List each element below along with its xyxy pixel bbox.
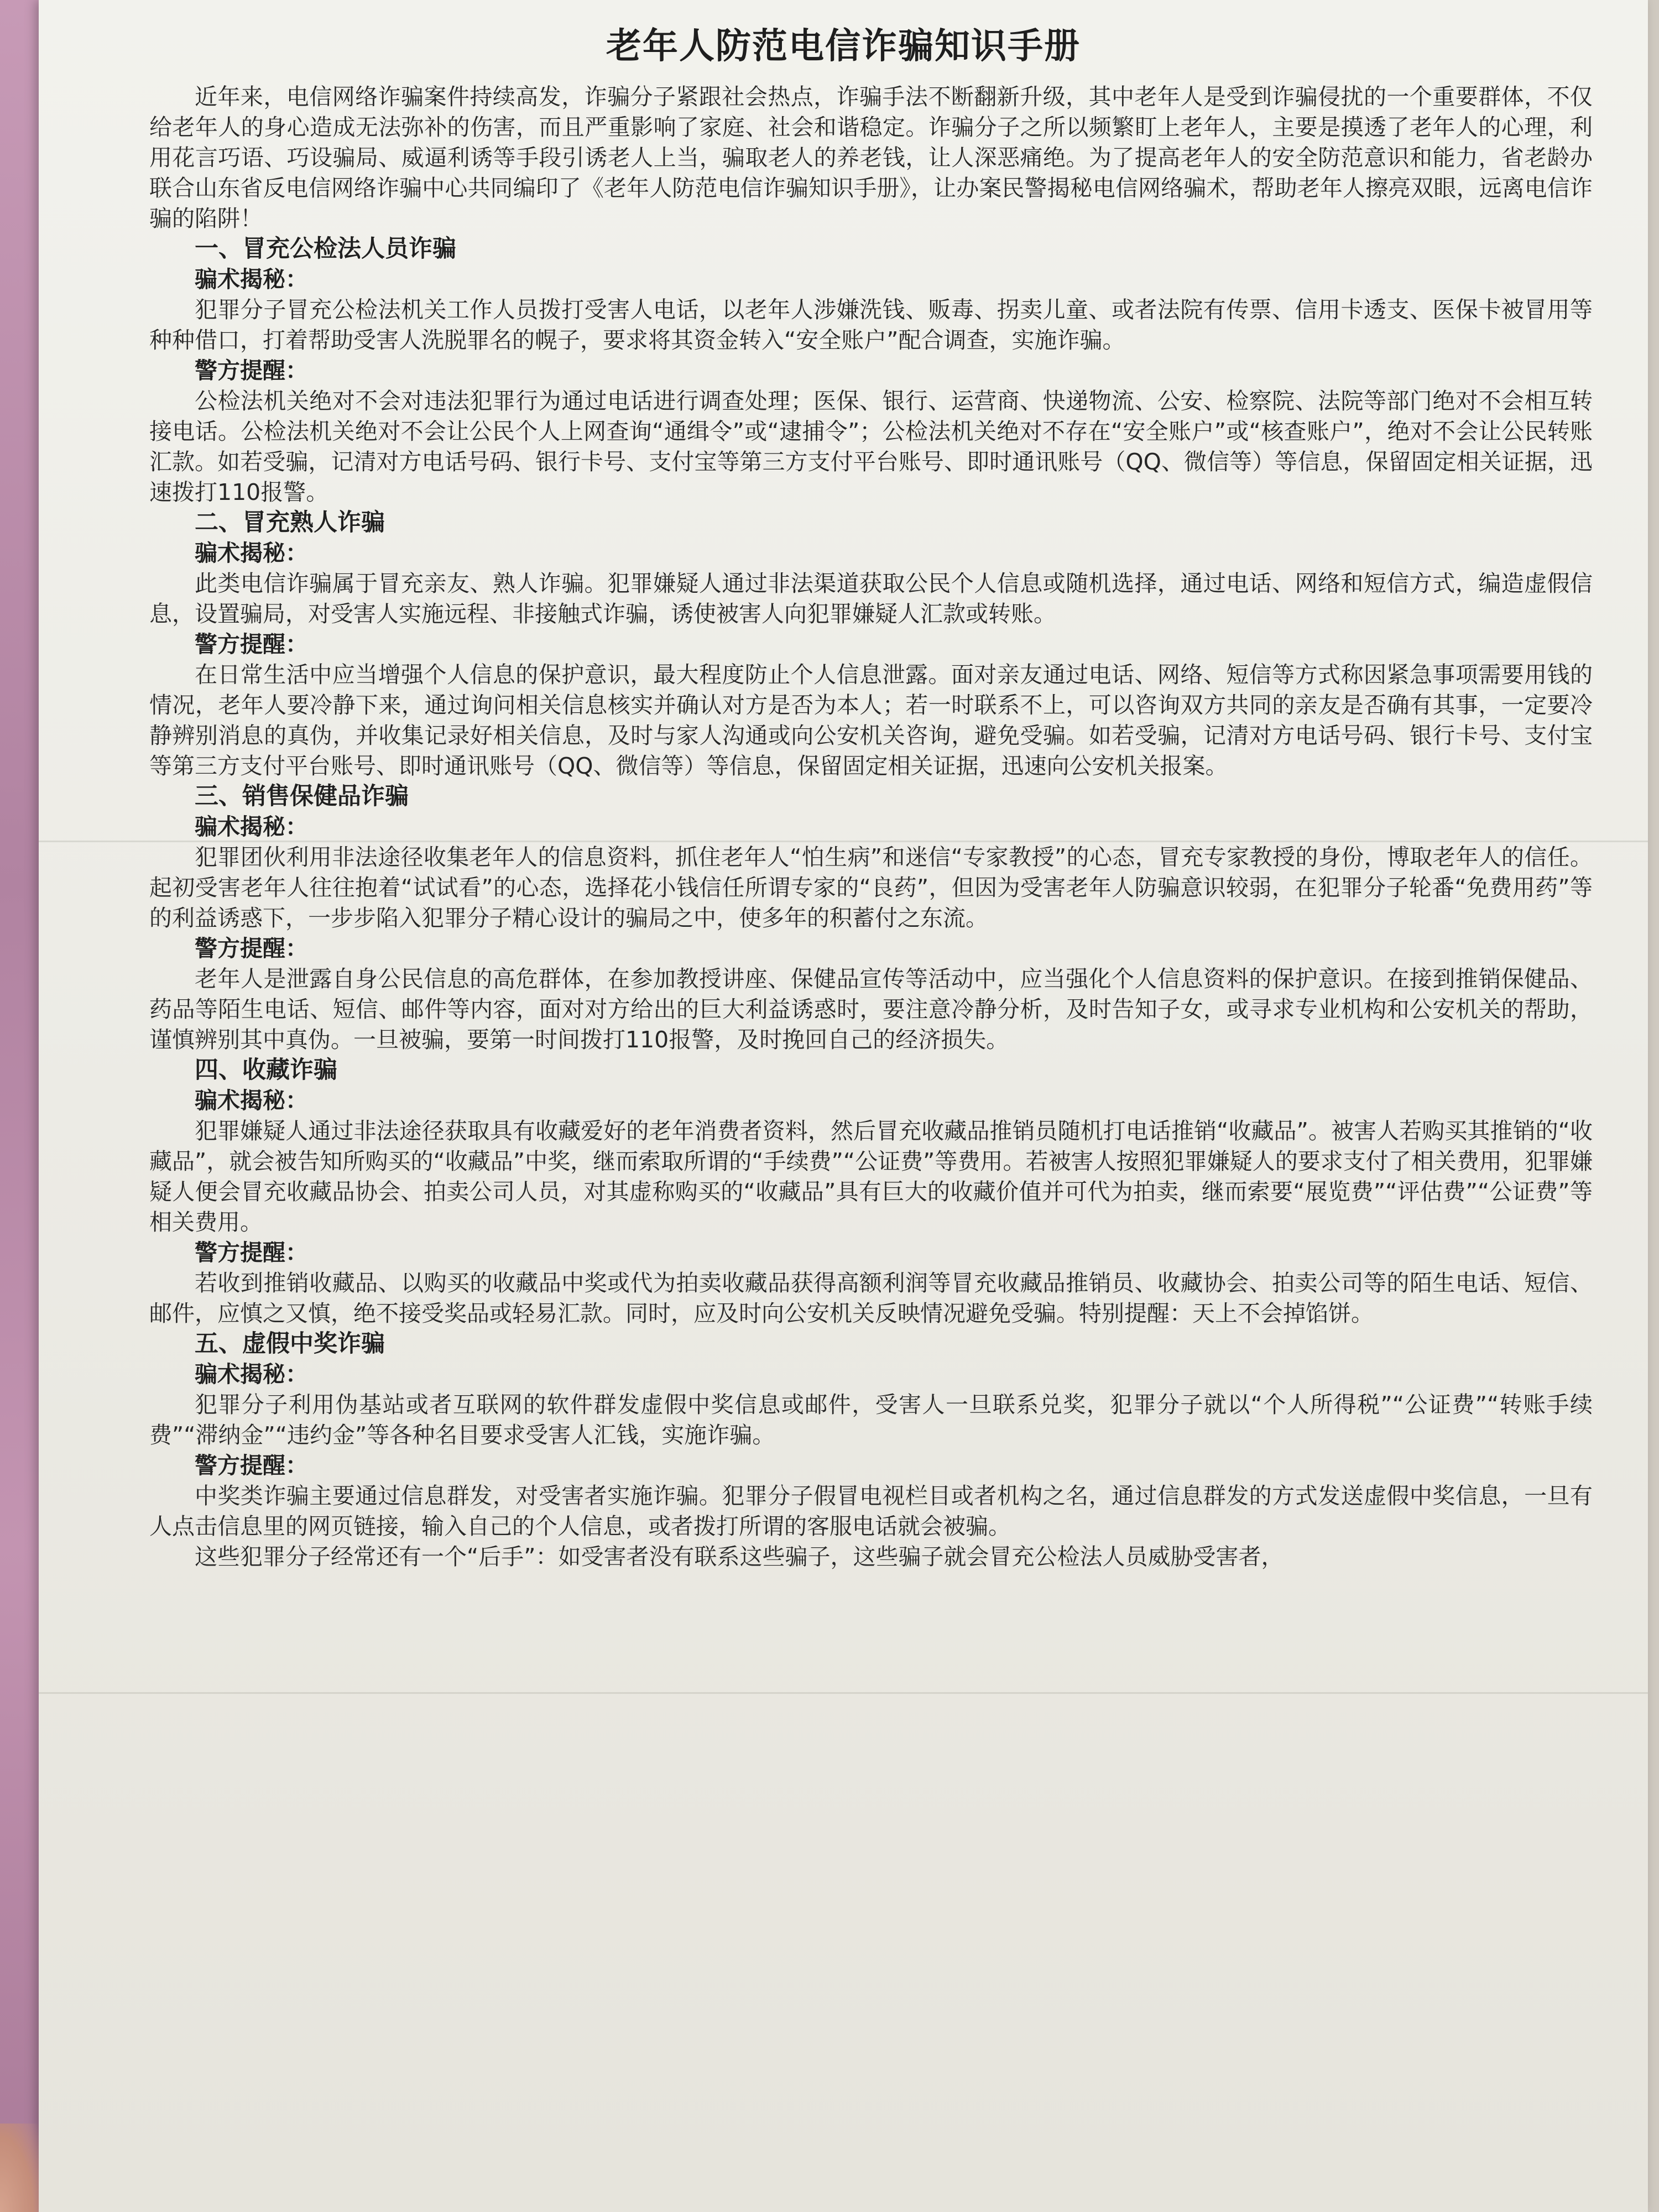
- reveal-paragraph: 犯罪团伙利用非法途径收集老年人的信息资料，抓住老年人“怕生病”和迷信“专家教授”的心态，冒充专家教授的身份，博取老年人的信任。起初受害老年人往往抱着“试试看”的心态，选择花小钱信任所谓专家的“良药”，但因为受害老年人防骗意识较弱，在犯罪分子轮番“免费用药”等的利益诱惑下，一步步陷入犯罪分子精心设计的骗局之中，使多年的积蓄付之东流。: [149, 844, 1593, 931]
- section-heading: 一、冒充公检法人员诈骗: [195, 235, 456, 263]
- warning-label: 警方提醒：: [195, 935, 308, 962]
- finger-holding-page: [0, 2124, 39, 2212]
- document-body: [149, 82, 1593, 1572]
- section-heading: 二、冒充熟人诈骗: [195, 509, 385, 536]
- reveal-label: 骗术揭秘：: [195, 1361, 308, 1387]
- section-heading: 四、收藏诈骗: [195, 1056, 337, 1084]
- reveal-label: 骗术揭秘：: [195, 1087, 308, 1114]
- reveal-label: 骗术揭秘：: [195, 266, 308, 293]
- warning-paragraph: 在日常生活中应当增强个人信息的保护意识，最大程度防止个人信息泄露。面对亲友通过电话、网络、短信等方式称因紧急事项需要用钱的情况，老年人要冷静下来，通过询问相关信息核实并确认对方是否为本人；若一时联系不上，可以咨询双方共同的亲友是否确有其事，一定要冷静辨别消息的真伪，并收集记录好相关信息，及时与家人沟通或向公安机关咨询，避免受骗。如若受骗，记清对方电话号码、银行卡号、支付宝等第三方支付平台账号、即时通讯账号（QQ、微信等）等信息，保留固定相关证据，迅速向公安机关报案。: [149, 661, 1593, 779]
- reveal-paragraph: 犯罪分子利用伪基站或者互联网的软件群发虚假中奖信息或邮件，受害人一旦联系兑奖，犯罪分子就以“个人所得税”“公证费”“转账手续费”“滞纳金”“违约金”等各种名目要求受害人汇钱，实施诈骗。: [149, 1391, 1593, 1448]
- reveal-label: 骗术揭秘：: [195, 813, 308, 840]
- paper-fold-line: [39, 1692, 1648, 1694]
- document-title: 老年人防范电信诈骗知识手册: [606, 26, 1081, 67]
- warning-label: 警方提醒：: [195, 631, 308, 658]
- reveal-paragraph: 犯罪嫌疑人通过非法途径获取具有收藏爱好的老年消费者资料，然后冒充收藏品推销员随机打电话推销“收藏品”。被害人若购买其推销的“收藏品”，就会被告知所购买的“收藏品”中奖，继而索取所谓的“手续费”“公证费”等费用。若被害人按照犯罪嫌疑人的要求支付了相关费用，犯罪嫌疑人便会冒充收藏品协会、拍卖公司人员，对其虚称购买的“收藏品”具有巨大的收藏价值并可代为拍卖，继而索要“展览费”“评估费”“公证费”等相关费用。: [149, 1118, 1593, 1235]
- warning-paragraph: 若收到推销收藏品、以购买的收藏品中奖或代为拍卖收藏品获得高额利润等冒充收藏品推销员、收藏协会、拍卖公司等的陌生电话、短信、邮件，应慎之又慎，绝不接受奖品或轻易汇款。同时，应及时向公安机关反映情况避免受骗。特别提醒：天上不会掉馅饼。: [149, 1270, 1593, 1327]
- section-heading: 三、销售保健品诈骗: [195, 782, 409, 810]
- warning-paragraph: 老年人是泄露自身公民信息的高危群体，在参加教授讲座、保健品宣传等活动中，应当强化个人信息资料的保护意识。在接到推销保健品、药品等陌生电话、短信、邮件等内容，面对对方给出的巨大利益诱惑时，要注意冷静分析，及时告知子女，或寻求专业机构和公安机关的帮助，谨慎辨别其中真伪。一旦被骗，要第一时间拨打110报警，及时挽回自己的经济损失。: [149, 966, 1593, 1053]
- warning-paragraph: 中奖类诈骗主要通过信息群发，对受害者实施诈骗。犯罪分子假冒电视栏目或者机构之名，通过信息群发的方式发送虚假中奖信息，一旦有人点击信息里的网页链接，输入自己的个人信息，或者拨打所谓的客服电话就会被骗。: [149, 1483, 1593, 1540]
- continuation-paragraph: 这些犯罪分子经常还有一个“后手”：如受害者没有联系这些骗子，这些骗子就会冒充公检法人员威胁受害者，: [195, 1543, 1284, 1570]
- warning-paragraph: 公检法机关绝对不会对违法犯罪行为通过电话进行调查处理；医保、银行、运营商、快递物流、公安、检察院、法院等部门绝对不会相互转接电话。公检法机关绝对不会让公民个人上网查询“通缉令”或“逮捕令”；公检法机关绝对不存在“安全账户”或“核查账户”，绝对不会让公民转账汇款。如若受骗，记清对方电话号码、银行卡号、支付宝等第三方支付平台账号、即时通讯账号（QQ、微信等）等信息，保留固定相关证据，迅速拨打110报警。: [149, 388, 1593, 505]
- warning-label: 警方提醒：: [195, 357, 308, 384]
- paper-sheet: [39, 0, 1648, 2212]
- reveal-label: 骗术揭秘：: [195, 540, 308, 566]
- warning-label: 警方提醒：: [195, 1239, 308, 1266]
- reveal-paragraph: 犯罪分子冒充公检法机关工作人员拨打受害人电话，以老年人涉嫌洗钱、贩毒、拐卖儿童、或者法院有传票、信用卡透支、医保卡被冒用等种种借口，打着帮助受害人洗脱罪名的幌子，要求将其资金转入“安全账户”配合调查，实施诈骗。: [149, 296, 1593, 353]
- section-heading: 五、虚假中奖诈骗: [195, 1330, 385, 1358]
- reveal-paragraph: 此类电信诈骗属于冒充亲友、熟人诈骗。犯罪嫌疑人通过非法渠道获取公民个人信息或随机选择，通过电话、网络和短信方式，编造虚假信息，设置骗局，对受害人实施远程、非接触式诈骗，诱使被害人向犯罪嫌疑人汇款或转账。: [149, 570, 1593, 627]
- warning-label: 警方提醒：: [195, 1452, 308, 1479]
- intro-paragraph: 近年来，电信网络诈骗案件持续高发，诈骗分子紧跟社会热点，诈骗手法不断翻新升级，其中老年人是受到诈骗侵扰的一个重要群体，不仅给老年人的身心造成无法弥补的伤害，而且严重影响了家庭、社会和谐稳定。诈骗分子之所以频繁盯上老年人，主要是摸透了老年人的心理，利用花言巧语、巧设骗局、威逼利诱等手段引诱老人上当，骗取老人的养老钱，让人深恶痛绝。为了提高老年人的安全防范意识和能力，省老龄办联合山东省反电信网络诈骗中心共同编印了《老年人防范电信诈骗知识手册》，让办案民警揭秘电信网络骗术，帮助老年人擦亮双眼，远离电信诈骗的陷阱！: [149, 84, 1593, 232]
